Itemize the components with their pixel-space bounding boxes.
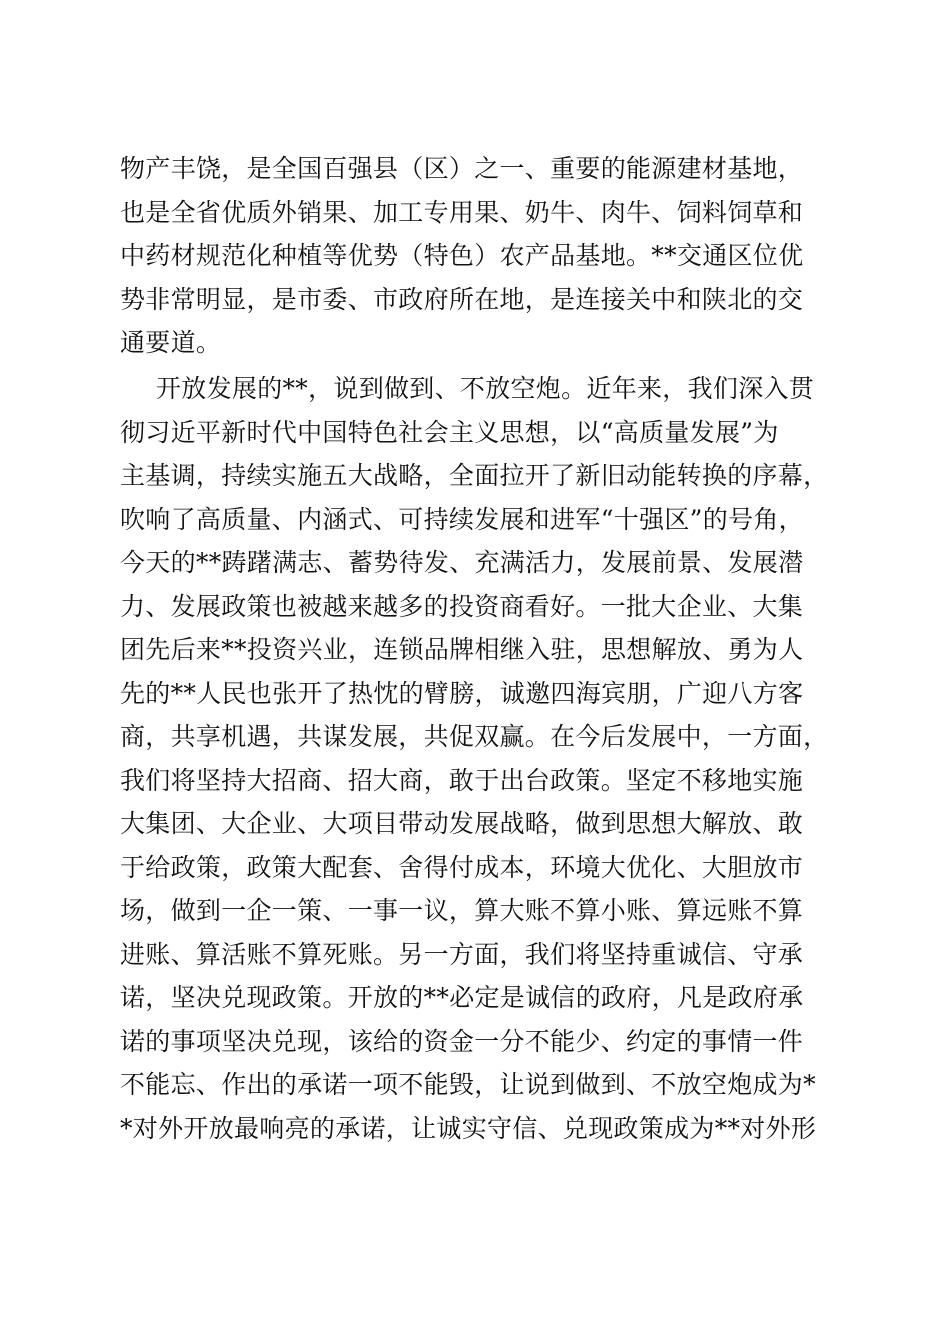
text-line: 彻习近平新时代中国特色社会主义思想，以“高质量发展”为 [120, 417, 779, 447]
text-line: 力、发展政策也被越来越多的投资商看好。一批大企业、大集 [120, 591, 804, 621]
text-line: 于给政策，政策大配套、舍得付成本，环境大优化、大胆放市 [120, 852, 804, 882]
text-line: 物产丰饶，是全国百强县（区）之一、重要的能源建材基地， [120, 154, 804, 183]
paragraph-2 [120, 367, 832, 1150]
text-line: 也是全省优质外销果、加工专用果、奶牛、肉牛、饲料饲草和 [120, 197, 804, 227]
text-line: 商，共享机遇，共谋发展，共促双赢。在今后发展中，一方面， [120, 722, 829, 751]
text-line: 场，做到一企一策、一事一议，算大账不算小账、算远账不算 [120, 896, 804, 925]
paragraph-1 [120, 147, 832, 365]
text-line: 我们将坚持大招商、招大商，敢于出台政策。坚定不移地实施 [120, 765, 804, 795]
text-line: 中药材规范化种植等优势（特色）农产品基地。**交通区位优 [120, 241, 804, 270]
text-line: 势非常明显，是市委、市政府所在地，是连接关中和陕北的交 [120, 284, 804, 314]
text-line: 诺，坚决兑现政策。开放的**必定是诚信的政府，凡是政府承 [120, 983, 804, 1012]
text-line: 今天的**踌躇满志、蓄势待发、充满活力，发展前景、发展潜 [120, 548, 804, 577]
text-line: 主基调，持续实施五大战略，全面拉开了新旧动能转换的序幕， [120, 461, 829, 490]
text-line: 不能忘、作出的承诺一项不能毁，让说到做到、不放空炮成为* [120, 1070, 816, 1099]
text-line: 吹响了高质量、内涵式、可持续发展和进军“十强区”的号角， [120, 504, 804, 534]
text-line: 大集团、大企业、大项目带动发展战略，做到思想大解放、敢 [120, 809, 804, 838]
text-line: 团先后来**投资兴业，连锁品牌相继入驻，思想解放、勇为人 [120, 635, 804, 664]
text-line: 诺的事项坚决兑现，该给的资金一分不能少、约定的事情一件 [120, 1026, 804, 1056]
text-line: 进账、算活账不算死账。另一方面，我们将坚持重诚信、守承 [120, 939, 804, 969]
text-line: *对外开放最响亮的承诺，让诚实守信、兑现政策成为**对外形 [120, 1113, 817, 1143]
text-line: 开放发展的**，说到做到、不放空炮。近年来，我们深入贯 [156, 374, 815, 403]
text-line: 通要道。 [120, 328, 222, 357]
text-line: 先的**人民也张开了热忱的臂膀，诚邀四海宾朋，广迎八方客 [120, 678, 804, 708]
